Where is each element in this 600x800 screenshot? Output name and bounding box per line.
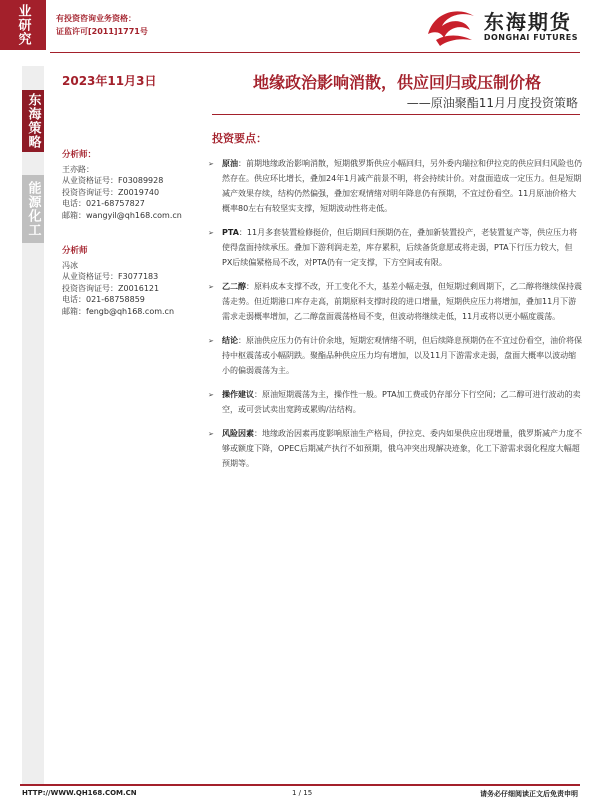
sidebar-background — [22, 66, 44, 786]
analyst-license: 从业资格证号：F03089928 — [62, 176, 164, 185]
report-title: 地缘政治影响消散，供应回归或压制价格 — [252, 73, 541, 92]
list-item — [208, 156, 582, 216]
list-item — [208, 333, 582, 378]
license-info — [56, 12, 148, 38]
bullet-arrow-icon: ➢ — [208, 430, 214, 438]
bullet-arrow-icon: ➢ — [208, 160, 214, 168]
report-subtitle: ——原油聚酯11月月度投资策略 — [406, 96, 578, 110]
footer-divider — [20, 784, 580, 786]
footer-website-link[interactable]: HTTP://WWW.QH168.COM.CN — [22, 789, 137, 797]
point-keyword: 操作建议 — [222, 390, 254, 399]
title-divider — [212, 114, 580, 115]
analyst-consult-license: 投资咨询证号：Z0019740 — [62, 187, 160, 197]
disclaimer-note: 请务必仔细阅读正文后免责申明 — [480, 790, 578, 798]
analyst-role: 分析师： — [62, 150, 97, 160]
header-divider — [50, 52, 580, 53]
list-item — [208, 387, 582, 417]
report-date: 2023年11月3日 — [62, 74, 157, 88]
point-text: ：地缘政治因素再度影响原油生产格局，伊拉克、委内如果供应出现增量，俄罗斯减产力度不够或额度下降，OPEC后期减产执行不如预期，俄乌冲突出现解决迹象，化工下游需求弱化程度大幅超预期等。 — [222, 429, 582, 468]
key-points-list — [208, 156, 582, 480]
analyst-email[interactable]: 邮箱：fengb@qh168.com.cn — [62, 306, 175, 316]
point-text: ：11月多套装置检修挺价，但后期回归预期仍在，叠加新装置投产，老装置复产等，供应压力将使得盘面持续承压。叠加下游利润走差，库存累积，后续备货意愿或将走弱，PTA下行压力较大，但PX后续偏紧格局不改，对PTA仍有一定支撑，下方空间或有限。 — [222, 228, 578, 267]
report-type-tag: 业研究 — [0, 0, 46, 50]
point-keyword: 原油 — [222, 159, 238, 168]
bullet-arrow-icon: ➢ — [208, 337, 214, 345]
analyst-license: 从业资格证号：F3077183 — [62, 272, 159, 281]
bullet-arrow-icon: ➢ — [208, 229, 214, 237]
license-line-2: 证监许可[2011]1771号 — [56, 27, 148, 36]
analyst-card — [62, 246, 212, 317]
analyst-consult-license: 投资咨询证号：Z0016121 — [62, 283, 160, 293]
company-logo — [424, 4, 578, 48]
list-item — [208, 426, 582, 471]
page-number: 1 / 15 — [292, 789, 313, 797]
category-tag-strategy: 东海策略 — [22, 90, 44, 152]
analyst-phone: 电话：021-68757827 — [62, 199, 145, 208]
analyst-email[interactable]: 邮箱：wangyil@qh168.com.cn — [62, 210, 182, 220]
bullet-arrow-icon: ➢ — [208, 391, 214, 399]
analyst-name: 冯冰 — [62, 260, 78, 270]
dragon-logo-icon — [424, 4, 480, 48]
point-text: ：原料成本支撑不改，开工变化不大，基差小幅走强，但短期过剩周期下，乙二醇将继续保持震荡走势。但近期港口库存走高，前期原料支撑时段的进口增量，短期供应压力将增加，叠加11月下游需求走弱概率增加，乙二醇盘面震荡格局不变，但波动将继续走低，11月或将以更小幅度震荡。 — [222, 282, 582, 321]
analyst-role: 分析师 — [62, 246, 88, 256]
point-text: ：原油供应压力仍有计价余地，短期宏观情绪不明，但后续降息预期仍在不宜过份看空，油价将保持中枢震荡或小幅阴跌。聚酯品种供应压力均有增加，以及11月下游需求走弱，盘面大概率以波动缩小的偏弱震荡为主。 — [222, 336, 582, 375]
analyst-card — [62, 150, 212, 221]
analyst-name: 王亦路： — [62, 164, 94, 174]
list-item — [208, 225, 582, 270]
logo-chinese-name: 东海期货 — [483, 9, 572, 34]
point-keyword: 风险因素 — [222, 429, 254, 438]
logo-english-name: DONGHAI FUTURES — [483, 32, 578, 42]
license-line-1: 有投资咨询业务资格： — [56, 14, 136, 23]
point-keyword: PTA — [222, 228, 239, 237]
point-text: ：前期地缘政治影响消散，短期俄罗斯供应小幅回归，另外委内瑞拉和伊拉克的供应回归风险也仍然存在。供应环比增长，叠加24年1月减产前景不明，将会持续计价。对盘面造成一定压力。但是短期减产效果存续，结构仍然偏强，叠加宏观情绪对明年降息仍有预期，不宜过份看空。11月原油价格大概率80左右有较坚实支撑，短期波动性将走低。 — [222, 159, 582, 213]
key-points-heading: 投资要点： — [212, 132, 267, 145]
point-keyword: 乙二醇 — [222, 282, 246, 291]
bullet-arrow-icon: ➢ — [208, 283, 214, 291]
analyst-phone: 电话：021-68758859 — [62, 295, 145, 304]
list-item — [208, 279, 582, 324]
point-keyword: 结论 — [222, 336, 238, 345]
point-text: ：原油短期震荡为主，操作性一般。PTA加工费或仍存部分下行空间；乙二醇可进行波动的卖空，或可尝试卖出宽跨或累购/沽结构。 — [222, 390, 581, 414]
category-tag-sector: 能源化工 — [22, 175, 44, 243]
